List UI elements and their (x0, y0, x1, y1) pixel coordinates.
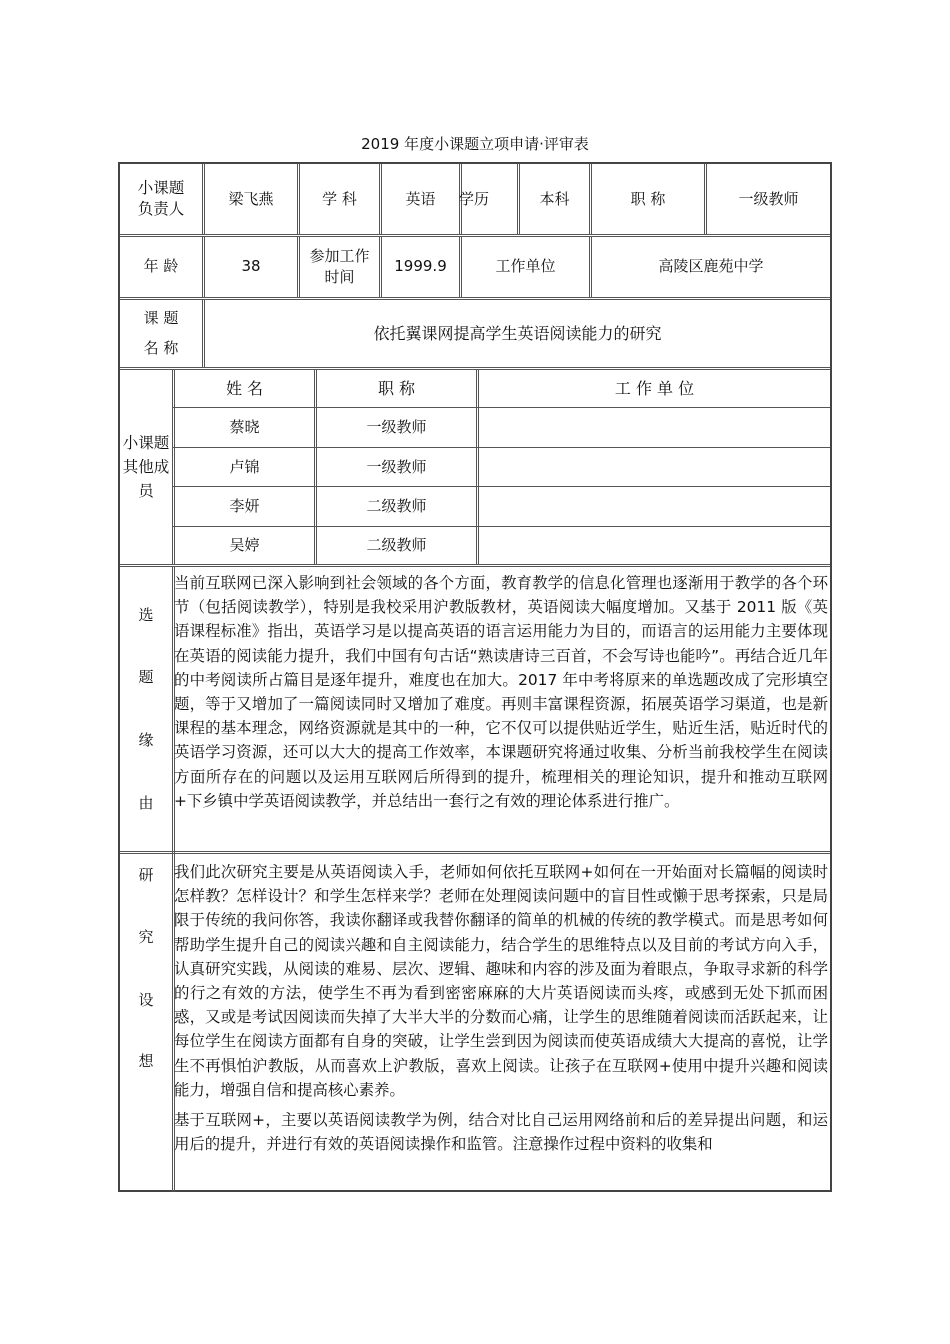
work-unit-label: 工作单位 (495, 257, 556, 275)
member-name: 卢锦 (229, 457, 260, 476)
design-text (174, 860, 828, 1190)
education-label: 学历 (459, 189, 490, 208)
member-unit (479, 487, 830, 526)
member-title: 二级教师 (366, 536, 427, 554)
education-value: 本科 (539, 189, 570, 208)
reason-label-char-2: 题 (138, 668, 154, 686)
member-title: 二级教师 (366, 497, 427, 515)
member-name: 李妍 (229, 497, 260, 515)
reason-text (174, 571, 828, 813)
reason-paragraph: 当前互联网已深入影响到社会领域的各个方面，教育教学的信息化管理也逐渐用于教学的各个环节（包括阅读教学），特别是我校采用沪教版教材，英语阅读大幅度增加。又基于 2011 版《英语课程标准》指出，英语学习是以提高英语的语言运用能力为目的，而语言的运用能力主要体现在英语的阅读能力提升，我们中国有句古话“熟读唐诗三百首，不会写诗也能吟”。再结合近几年的中考阅读所占篇目是逐年提升，难度也在加大。2017 年中考将原来的单选题改成了完形填空题，等于又增加了一篇阅读同时又增加了难度。再则丰富课程资源，拓展英语学习渠道，也是新课程的基本理念，网络资源就是其中的一种，它不仅可以提供贴近学生，贴近生活，贴近时代的英语学习资源，还可以大大的提高工作效率，本课题研究将通过收集、分析当前我校学生在阅读方面所存在的问题以及运用互联网后所得到的提升，梳理相关的理论知识，提升和推动互联网+下乡镇中学英语阅读教学，并总结出一套行之有效的理论体系进行推广。 (174, 574, 828, 810)
subject-label: 学 科 (322, 189, 357, 208)
member-unit (479, 448, 830, 486)
member-title: 一级教师 (366, 457, 427, 476)
design-paragraph-2: 基于互联网+，主要以英语阅读教学为例，结合对比自己运用网络前和后的差异提出问题，和运用后的提升，并进行有效的英语阅读操作和监管。注意操作过程中资料的收集和 (174, 1111, 828, 1154)
member-unit (479, 408, 830, 447)
members-header-unit: 工 作 单 位 (614, 378, 695, 398)
members-header-title: 职 称 (377, 378, 416, 398)
work-unit-value: 高陵区鹿苑中学 (658, 257, 764, 275)
design-label-char-4: 想 (138, 1052, 154, 1070)
member-name: 吴婷 (229, 536, 260, 554)
member-unit (479, 527, 830, 564)
title-value: 一级教师 (738, 189, 799, 208)
work-start-value: 1999.9 (394, 257, 447, 275)
leader-label: 小课题 负责人 (137, 179, 185, 218)
application-form-table (118, 162, 832, 1192)
design-label-char-3: 设 (138, 991, 154, 1009)
members-header-name: 姓 名 (225, 378, 264, 398)
member-title: 一级教师 (366, 418, 427, 436)
age-label: 年 龄 (143, 257, 179, 275)
design-label-char-2: 究 (138, 928, 154, 946)
age-value: 38 (241, 257, 261, 275)
reason-label-char-3: 缘 (138, 731, 154, 749)
subject-value: 英语 (405, 189, 436, 208)
topic-value: 依托翼课网提高学生英语阅读能力的研究 (373, 323, 662, 343)
reason-label-char-4: 由 (138, 794, 154, 812)
design-label-char-1: 研 (138, 866, 154, 884)
page-title: 2019 年度小课题立项申请·评审表 (361, 135, 589, 153)
member-name: 蔡晓 (229, 418, 260, 436)
leader-name: 梁飞燕 (228, 189, 274, 208)
reason-label-char-1: 选 (138, 606, 154, 624)
design-paragraph-1: 我们此次研究主要是从英语阅读入手，老师如何依托互联网+如何在一开始面对长篇幅的阅读时怎样教？怎样设计？和学生怎样来学？老师在处理阅读问题中的盲目性或懒于思考探索，只是局限于传统的我问你答，我读你翻译或我替你翻译的简单的机械的传统的教学模式。而是思考如何帮助学生提升自己的阅读兴趣和自主阅读能力，结合学生的思维特点以及目前的考试方向入手，认真研究实践，从阅读的难易、层次、逻辑、趣味和内容的涉及面为着眼点，争取寻求新的科学的行之有效的方法，使学生不再为看到密密麻麻的大片英语阅读而头疼，或感到无处下抓而困惑，又或是考试因阅读而失掉了大半大半的分数而心痛，让学生的思维随着阅读而活跃起来，让每位学生在阅读方面都有自身的突破，让学生尝到因为阅读而使英语成绩大大提高的喜悦，让学生不再惧怕沪教版，从而喜欢上沪教版，喜欢上阅读。让孩子在互联网+使用中提升兴趣和阅读能力，增强自信和提高核心素养。 (174, 863, 828, 1099)
work-start-label: 参加工作 时间 (309, 246, 370, 286)
title-label: 职 称 (630, 189, 666, 208)
topic-label: 课 题 名 称 (143, 309, 179, 357)
members-label: 小课题 其他成 员 (122, 433, 170, 500)
